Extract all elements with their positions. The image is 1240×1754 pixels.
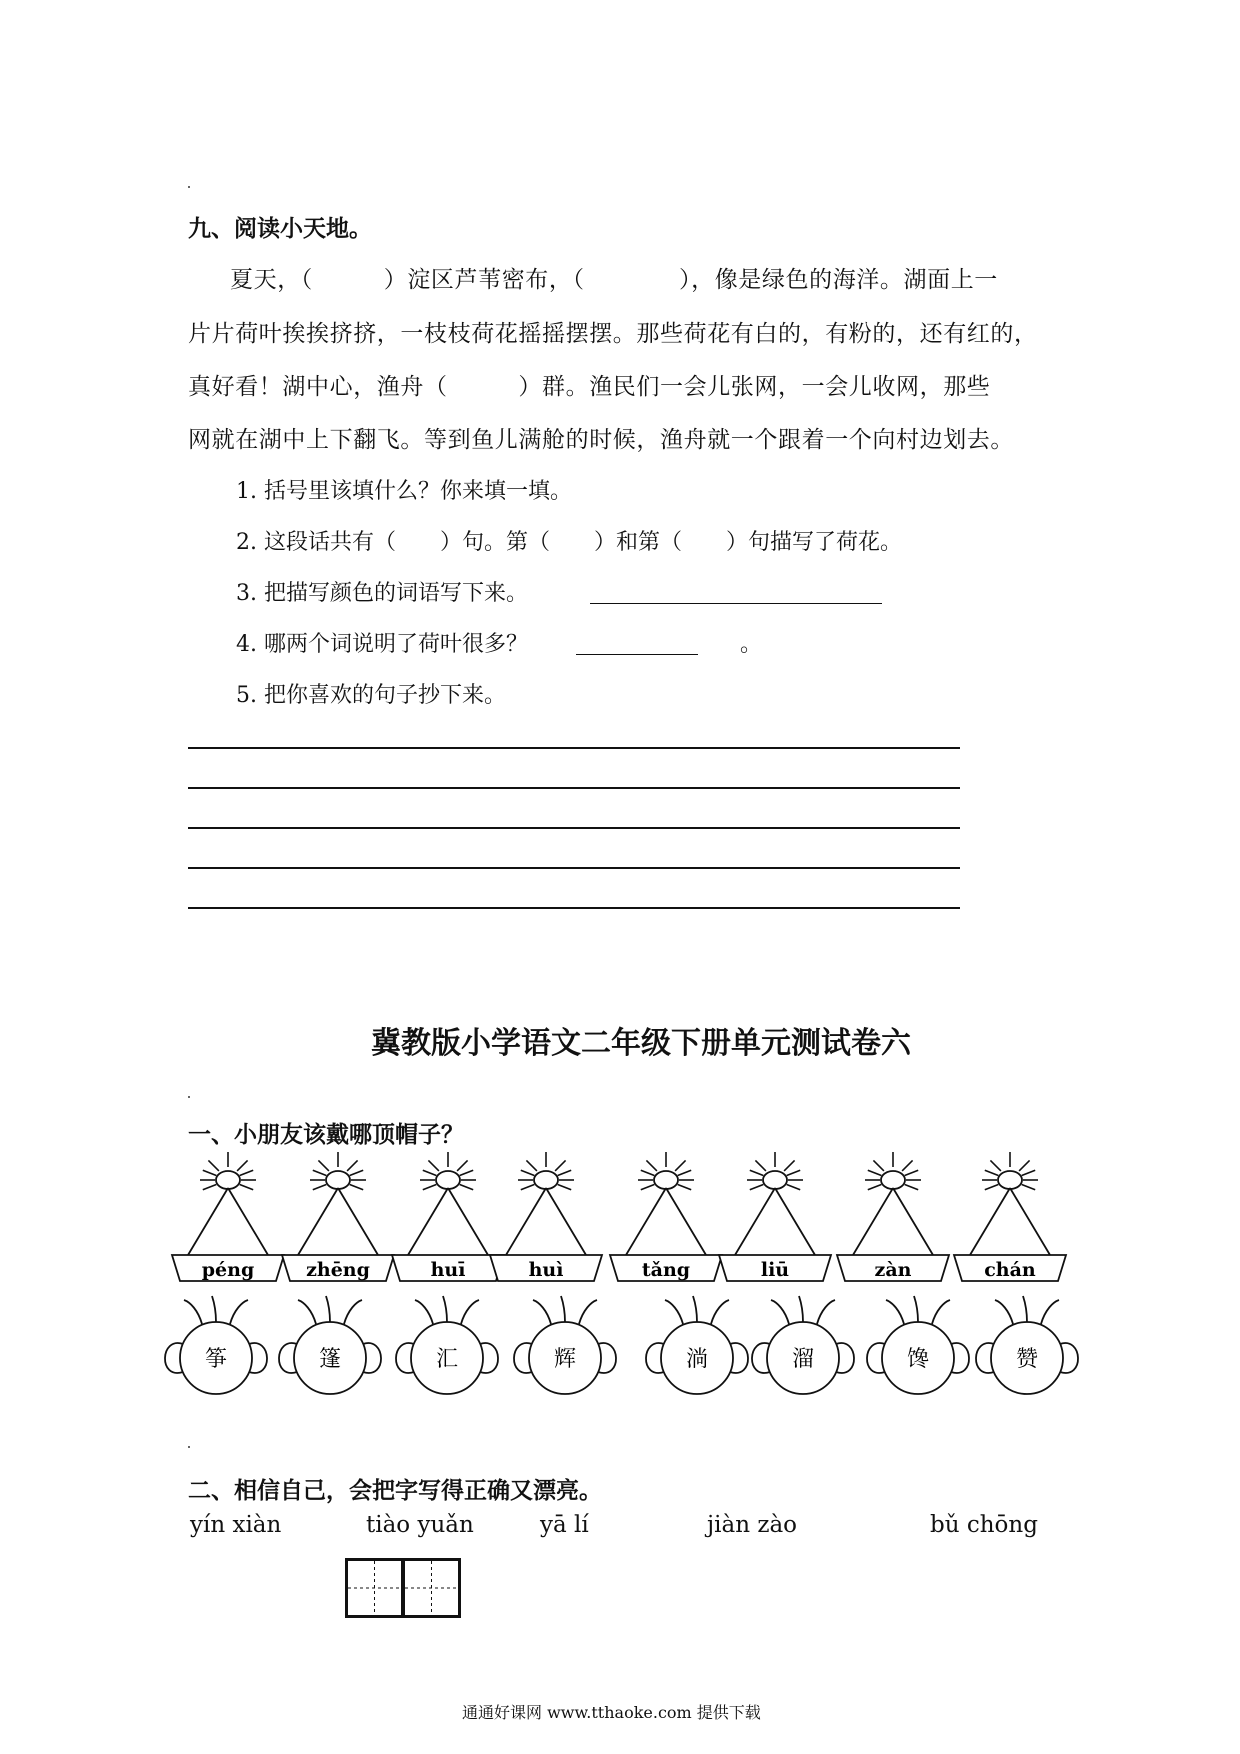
writing-grid[interactable] <box>345 1558 465 1620</box>
hat-5[interactable] <box>610 1152 722 1281</box>
hat-pinyin: huì <box>528 1259 564 1281</box>
hat-pinyin: chán <box>984 1259 1036 1281</box>
face-2[interactable] <box>279 1296 381 1394</box>
face-8[interactable] <box>976 1296 1078 1394</box>
question-3: 3. 把描写颜色的词语写下来。 <box>236 581 528 606</box>
face-5[interactable] <box>646 1296 748 1394</box>
hat-pinyin: zhēng <box>306 1259 370 1281</box>
reading-paragraph-line: 网就在湖中上下翻飞。等到鱼儿满舱的时候，渔舟就一个跟着一个向村边划去。 <box>188 427 1014 453</box>
question-4: 4. 哪两个词说明了荷叶很多？ <box>236 632 528 657</box>
q4-suffix: 。 <box>740 632 763 657</box>
hat-pinyin: liū <box>760 1259 790 1281</box>
q3-answer-blank[interactable] <box>590 603 882 604</box>
hat-pinyin: tǎng <box>641 1259 691 1281</box>
hat-8[interactable] <box>954 1152 1066 1281</box>
face-character: 赞 <box>1015 1347 1039 1372</box>
face-character: 筝 <box>204 1347 228 1372</box>
reading-paragraph-line: 夏天，（ ）淀区芦苇密布，（ ），像是绿色的海洋。湖面上一 <box>230 267 998 293</box>
hat-7[interactable] <box>837 1152 949 1281</box>
hat-6[interactable] <box>719 1152 831 1281</box>
answer-line[interactable] <box>188 787 960 789</box>
answer-line[interactable] <box>188 907 960 909</box>
q4-answer-blank[interactable] <box>576 654 698 655</box>
face-6[interactable] <box>752 1296 854 1394</box>
section9-title: 九、阅读小天地。 <box>188 216 372 242</box>
pinyin-word: bǔ chōng <box>930 1512 1038 1538</box>
answer-line[interactable] <box>188 827 960 829</box>
scan-mark <box>188 186 190 188</box>
question-2: 2. 这段话共有（ ）句。第（ ）和第（ ）句描写了荷花。 <box>236 530 902 555</box>
face-character: 淌 <box>685 1347 709 1372</box>
test-title: 冀教版小学语文二年级下册单元测试卷六 <box>371 1026 911 1061</box>
pinyin-word: yā lí <box>540 1512 589 1538</box>
face-character: 馋 <box>906 1347 930 1372</box>
hat-pinyin: péng <box>201 1259 255 1281</box>
hats-and-faces <box>0 1150 1240 1510</box>
hat-4[interactable] <box>490 1152 602 1281</box>
reading-paragraph-line: 片片荷叶挨挨挤挤，一枝枝荷花摇摇摆摆。那些荷花有白的，有粉的，还有红的， <box>188 321 1038 347</box>
footer-source: 通通好课网 www.tthaoke.com 提供下载 <box>462 1703 761 1722</box>
face-character: 汇 <box>435 1347 459 1372</box>
hat-pinyin: zàn <box>874 1259 912 1281</box>
hat-2[interactable] <box>282 1152 394 1281</box>
answer-line[interactable] <box>188 867 960 869</box>
face-7[interactable] <box>867 1296 969 1394</box>
pinyin-word: tiào yuǎn <box>366 1512 474 1538</box>
hat-3[interactable] <box>392 1152 504 1281</box>
answer-line[interactable] <box>188 747 960 749</box>
face-4[interactable] <box>514 1296 616 1394</box>
question-1: 1. 括号里该填什么？你来填一填。 <box>236 479 572 504</box>
hat-pinyin: huī <box>430 1259 466 1281</box>
pinyin-word: jiàn zào <box>707 1512 798 1538</box>
hat-1[interactable] <box>172 1152 284 1281</box>
face-1[interactable] <box>165 1296 267 1394</box>
face-3[interactable] <box>396 1296 498 1394</box>
face-character: 溜 <box>791 1347 815 1372</box>
question-5: 5. 把你喜欢的句子抄下来。 <box>236 683 506 708</box>
section1-title: 一、小朋友该戴哪顶帽子？ <box>188 1122 464 1148</box>
face-character: 篷 <box>318 1347 342 1372</box>
section2-title: 二、相信自己，会把字写得正确又漂亮。 <box>188 1478 602 1504</box>
pinyin-word: yín xiàn <box>190 1512 282 1538</box>
face-character: 辉 <box>553 1347 577 1372</box>
reading-paragraph-line: 真好看！湖中心，渔舟（ ）群。渔民们一会儿张网，一会儿收网，那些 <box>188 374 991 400</box>
scan-mark <box>188 1096 190 1098</box>
